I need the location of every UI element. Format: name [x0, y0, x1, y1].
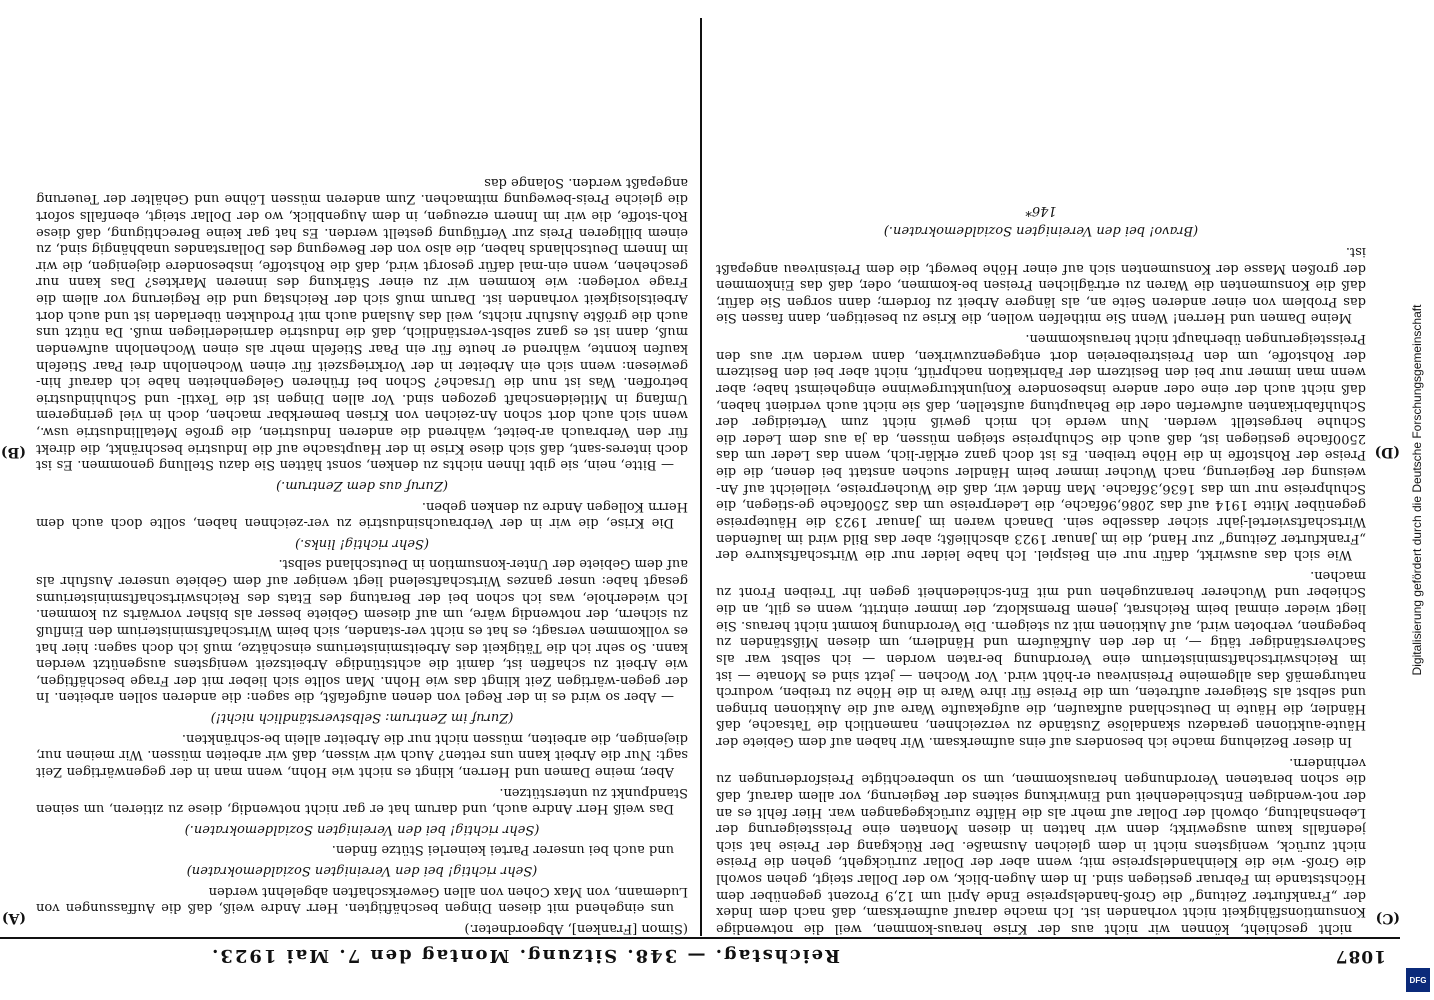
paragraph: Wie sich das auswirkt, dafür nur ein Beispiel. Ich habe leider nur die Wirtschaftskurve der „Frankfurter Zeitung“ zur Hand, die im Januar 1923 abschließt; aber das Bild wird im laufenden Wirtschaftsviertel-jahr sicher dasselbe sein. Danach waren im Januar 1923 die Häutepreise gegenüber Mitte 1914 auf das 2086,96fache, die Lederpreise um das 2500fache ge-stiegen, die Schuhpreise nur um das 1636,36fache. Man findet wir, daß die Wucherpreise, vielleicht auf An-weisung der Regierung, nach Wucher immer beim Händler suchen anstatt bei denen, die die Preise der Rohstoffe in die Höhe treiben. Es ist doch ganz erklär-lich, wenn das Leder um das 2500fache gestiegen ist, daß auch die Schuhpreise steigen müssen, da ja aus dem Leder die Schuhe hergestellt werden. Nun werde ich mich gewiß nicht zum Verteidiger der Schuhfabrikanten aufwerfen oder die Behauptung aufstellen, daß sie nicht auch verdient haben, daß nicht auch der eine oder andere insbesondere Konjunkturgewinne eingeheimst habe; aber wenn man immer nur bei den Besitzern der Fabrikation nachprüft, nicht aber bei den Besitzern der Rohstoffe, um den Preistreibereien dort entgegenzuwirken, dann werden wir aus den Preissteigerungen überhaupt nicht herauskommen. [716, 331, 1366, 563]
paragraph: Aber, meine Damen und Herren, klingt es nicht wie Hohn, wenn man in der gegenwärtigen Zeit sagt: Nur die Arbeit kann uns retten? Auch wir wissen, daß wir arbeiten müssen. Wir meinen nur, diejenigen, die arbeiten, müssen nicht nur die Arbeiter allein be-schränkten. [36, 730, 688, 779]
paragraph: Meine Damen und Herren! Wenn Sie mithelfen wollen, die Krise zu beseitigen, dann fassen Sie das Problem von einer anderen Seite an, als längere Arbeit zu fordern; dann sorgen Sie dafür, daß die Konsumenten die Waren zu erträglichen Preisen be-kommen, oder, daß das Einkommen der großen Masse der Konsumenten sich auf einer Höhe bewegt, die dem Preisniveau angepaßt ist. [716, 244, 1366, 326]
digitization-note [1401, 0, 1434, 1000]
interjection: (Sehr richtig! bei den Vereinigten Sozialdemokraten.) [184, 821, 540, 837]
paragraph: — Bitte, nein, sie gibt Ihnen nichts zu denken, sonst hätten Sie dazu Stellung genommen. Es ist doch interes-sant, daß sich diese Krise in der Hauptsache auf die Industrie beschränkt, die direkt für den Verbrauch ar-beitet, während die anderen Industrien, die große Metallindustrie usw., wenn sich auch dort schon An-zeichen von Krisen bemerkbar machen, doch in viel geringerem Umfang in Mitleidenschaft gezogen sind. Vor allen Dingen ist die Textil- und Schuhindustrie betroffen. Was ist nun die Ursache? Schon bei früheren Gelegenheiten habe ich darauf hin-gewiesen: wenn sich ein Arbeiter in der Vorkriegszeit für einen Wochenlohn drei Paar Stiefeln kaufen konnte, während er heute für ein Paar Stiefeln mehr als einen Wochenlohn aufwenden muß, dann ist es ganz selbst-verständlich, daß die Industrie darniederliegen muß. Da nützt uns auch die größte Ausfuhr nichts, weil das Ausland auch mit Produkten überladen ist und auch dort Arbeitslosigkeit vorhanden ist. Darum muß sich der Reichstag und die Regierung vor allem die Frage vorlegen: wie kommen wir zu einer Stärkung des inneren Marktes? Das kann nur geschehen, wenn ein-mal dafür gesorgt wird, daß die Rohstoffe, insbesondere diejenigen, die wir im Innern Deutschlands haben, die also von der Bewegung des Dollarstandes unabhängig sind, zu einem billigeren Preis zur Verfügung gestellt werden. Es hat gar keine Berechtigung, daß diese Roh-stoffe, die wir im Innern erzeugen, in dem Augenblick, wo der Dollar steigt, ebenfalls sofort die gleiche Preis-bewegung mitmachen. Zum anderen müssen Löhne und Gehälter der Teuerung angepaßt werden. Solange das [36, 174, 688, 473]
digitization-note-text: Digitalisierung gefördert durch die Deutsche Forschungsgemeinschaft [1410, 304, 1424, 676]
paragraph: — Aber so wird es in der Regel von denen aufgefaßt, die sagen: die anderen sollen arbeiten. In der gegen-wärtigen Zeit klingt das wie Hohn. Man sollte sich lieber mit der Frage beschäftigen, wie Arbeit zu schaffen ist, damit die achtstündige Arbeitszeit wenigstens ausgenützt werden kann. So sehr ich die Tätigkeit des Arbeitsministeriums einschätze, muß ich doch sagen: hier hat es vollkommen versagt; es hat es nicht ver-standen, sich beim Wirtschaftsministerium den Einfluß zu sichern, der notwendig wäre, um auf diesem Gebiete besser als bisher vorwärts zu kommen. Ich wiederhole, was ich schon bei der Beratung des Etats des Reichswirtschaftsministeriums gesagt habe: unser ganzes Wirtschaftselend liegt weniger auf dem Gebiete unserer Ausfuhr als auf dem Gebiete der Unter-konsumtion in Deutschland selbst. [36, 556, 688, 705]
right-column [36, 16, 688, 936]
page-title: Reichstag. — 348. Sitzung. Montag den 7. Mai 1923. [210, 945, 840, 966]
interjection: (Sehr richtig! links.) [295, 535, 429, 551]
page-signature: 146* [1025, 202, 1057, 218]
column-divider [700, 18, 702, 936]
paragraph: Das weiß Herr Andre auch, und darum hat er gar nicht notwendig, diese zu zitieren, um seinen Standpunkt zu unterstützen. [36, 784, 688, 817]
paragraph: In dieser Beziehung mache ich besonders auf eins aufmerksam. Wir haben auf dem Gebiete der Häute-auktionen geradezu skandalöse Zustände zu verzeichnen, namentlich die Tatsache, daß Händler, die Häute in Deutschland aufkaufen, die aufgekaufte Ware auf die Auktionen bringen und selbst als Steigerer auftreten, um die Preise für ihre Ware in die Höhe zu treiben, wodurch naturgemäß das allgemeine Preisniveau er-höht wird. Vor Wochen — jetzt sind es Monate — ist im Reichswirtschaftsministerium eine Verordnung be-raten worden — ich selbst war als Sachverständiger tätig —, in der den Aufkäufern und Händlern, um diesen Mißständen zu begegnen, verboten wird, auf Auktionen mit zu steigern. Die Verordnung kommt nicht heraus. Sie liegt wieder einmal beim Reichsrat, jenem Bremsklotz, der immer eintritt, wenn es gilt, an die Schieber und Wucherer heranzugehen und mit Ent-schiedenheit gegen ihr Treiben Front zu machen. [716, 567, 1366, 750]
margin-letter-b: (B) [0, 444, 26, 460]
paragraph: Die Krise, die wir in der Verbrauchsindustrie zu ver-zeichnen haben, sollte doch auch dem Herrn Kollegen Andre zu denken geben. [36, 498, 688, 531]
margin-letter-d: (D) [1374, 444, 1400, 460]
interjection: (Sehr richtig! bei den Vereinigten Sozialdemokraten) [186, 863, 538, 879]
margin-letter-c: (C) [1375, 910, 1400, 926]
margin-letter-a: (A) [1, 910, 26, 926]
dfg-logo: DFG [1406, 968, 1430, 992]
page-header [0, 938, 1400, 1000]
interjection: (Zuruf im Zentrum: Selbstverständlich nicht!) [210, 710, 514, 726]
left-column [716, 16, 1366, 936]
paragraph: uns eingehend mit diesen Dingen beschäftigten. Herr Andre weiß, daß die Auffassungen von Ludemann, von Max Cohen von allen Gewerkschaften abgelehnt werden [36, 883, 688, 916]
header-rule [0, 937, 1400, 939]
paragraph: und auch bei unserer Partei keinerlei Stütze finden. [331, 842, 674, 858]
speaker-label: (Simon [Franken], Abgeordneter.) [464, 921, 688, 936]
page-number: 1087 [1334, 946, 1386, 966]
paragraph: nicht geschieht, können wir nicht aus der Krise heraus-kommen, weil die notwendige Konsumtionsfähigkeit nicht vorhanden ist. Ich mache darauf aufmerksam, daß nach dem Index der „Frankfurter Zeitung“ die Groß-handelspreise Ende April um 12,9 Prozent gegenüber dem Höchststande im Februar gestiegen sind. In dem Augen-blick, wo der Dollar steigt, gehen sowohl die Groß- wie die Kleinhandelspreise mit; wenn aber der Dollar zurückgeht, gehen die Preise nicht zurück, wenigstens nicht in dem gleichen Ausmaße. Der Rückgang der Preise hat sich jedenfalls kaum ausgewirkt; denn wir hatten in diesen Monaten eine Preissteigerung der Lebenshaltung, obwohl der Dollar auf mehr als die Hälfte zurückgegangen war. Hier fehlt es an der not-wendigen Entschiedenheit und Einwirkung seitens der Regierung, vor allem darauf, daß die schon beratenen Verordnungen herauskommen, um so unberechtigte Preisforderungen zu verhindern. [716, 754, 1366, 936]
interjection: (Zuruf aus dem Zentrum.) [276, 478, 448, 493]
interjection: (Bravo! bei den Vereinigten Sozialdemokraten.) [883, 223, 1199, 239]
